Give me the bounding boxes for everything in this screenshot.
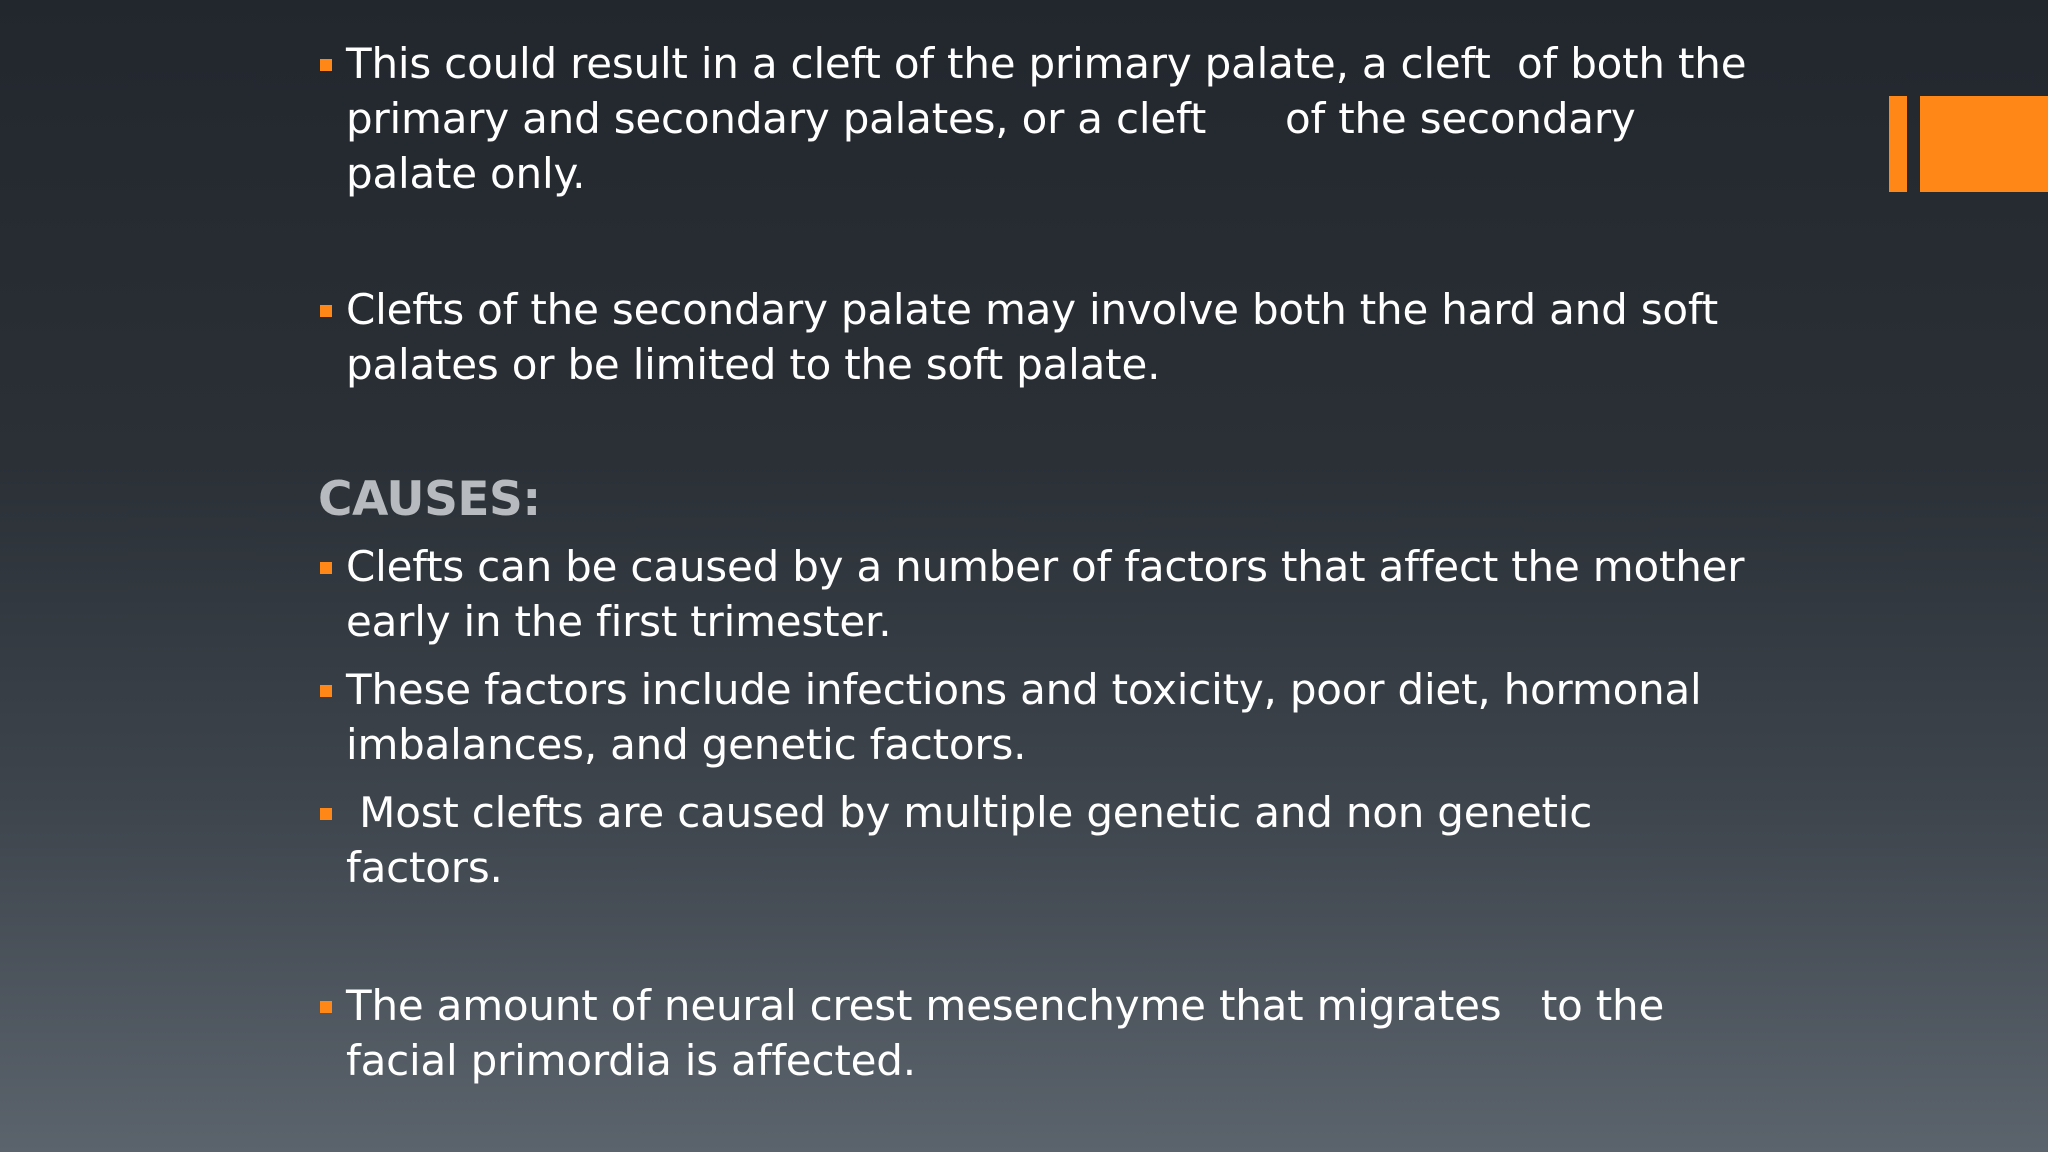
square-bullet-icon [320, 1001, 332, 1013]
square-bullet-icon [320, 562, 332, 574]
accent-bar-block [1920, 96, 2048, 192]
square-bullet-icon [320, 59, 332, 71]
slide-content [318, 36, 1758, 1088]
bullet-item [318, 978, 1758, 1088]
bullet-text: Clefts can be caused by a number of factors that affect the mother early in the first trimester. [346, 542, 1745, 646]
bullet-text: This could result in a cleft of the primary palate, a cleft of both the primary and secondary palates, or a cleft of the secondary palate only. [346, 39, 1760, 198]
bullet-item [318, 785, 1758, 895]
section-heading: CAUSES: [318, 472, 541, 527]
accent-bar-thin [1889, 96, 1907, 192]
square-bullet-icon [320, 685, 332, 697]
bullet-text: The amount of neural crest mesenchyme that migrates to the facial primordia is affected. [346, 981, 1678, 1085]
square-bullet-icon [320, 808, 332, 820]
bullet-text: These factors include infections and toxicity, poor diet, hormonal imbalances, and genetic factors. [346, 665, 1702, 769]
bullet-item [318, 539, 1758, 649]
bullet-item [318, 36, 1758, 201]
bullet-text: Clefts of the secondary palate may involve both the hard and soft palates or be limited to the soft palate. [346, 285, 1718, 389]
bullet-item [318, 662, 1758, 772]
bullet-text: Most clefts are caused by multiple genetic and non genetic factors. [346, 788, 1606, 892]
bullet-item [318, 282, 1758, 392]
square-bullet-icon [320, 305, 332, 317]
